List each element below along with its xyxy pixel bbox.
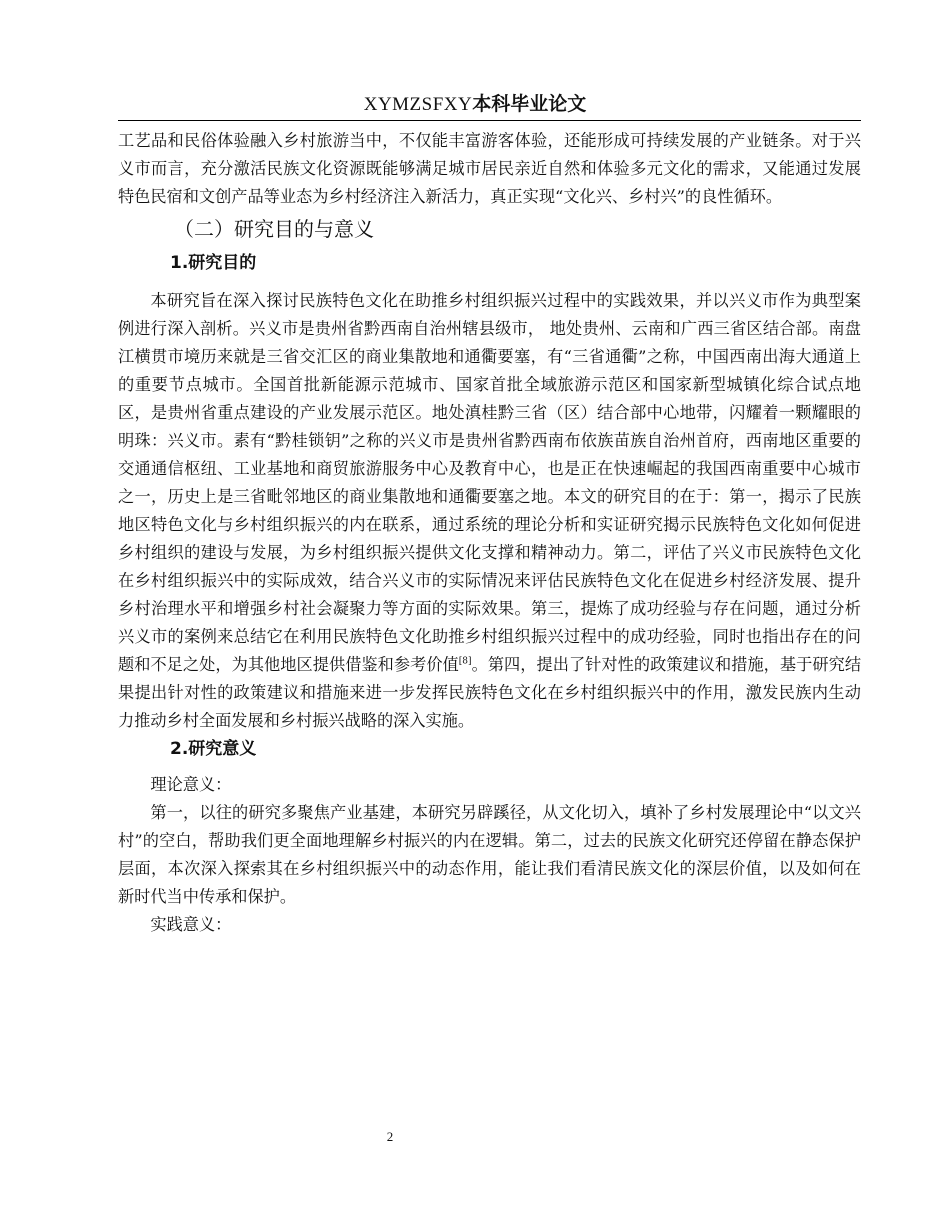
header-title: 本科毕业论文: [472, 93, 587, 115]
header-rule: [118, 120, 861, 121]
page-number: 2: [386, 1129, 394, 1144]
intro-paragraph: 工艺品和民俗体验融入乡村旅游当中，不仅能丰富游客体验，还能形成可持续发展的产业链条。对于兴义市而言，充分激活民族文化资源既能够满足城市居民亲近自然和体验多元文化的需求，又能通过发展特色民宿和文创产品等业态为乡村经济注入新活力，真正实现“文化兴、乡村兴”的良性循环。: [118, 131, 861, 206]
citation-ref: [8]: [458, 656, 472, 667]
research-purpose-paragraph: [118, 287, 861, 735]
sub2-heading: 2.研究意义: [170, 739, 257, 759]
practice-label: 实践意义：: [150, 915, 232, 934]
sub1-heading: 1.研究目的: [170, 253, 257, 273]
theory-label: 理论意义：: [150, 775, 232, 794]
header-code: XYMZSFXY: [363, 94, 473, 115]
research-purpose-tail: 。第四，提出了针对性的政策建议和措施，基于研究结果提出针对性的政策建议和措施来进一步发挥民族特色文化在乡村组织振兴中的作用，激发民族内生动力推动乡村全面发展和乡村振兴战略的深入实施。: [118, 655, 862, 730]
research-purpose-main: 本研究旨在深入探讨民族特色文化在助推乡村组织振兴过程中的实践效果，并以兴义市作为典型案例进行深入剖析。兴义市是贵州省黔西南自治州辖县级市， 地处贵州、云南和广西三省区结合部。南盘江横贯市境历来就是三省交汇区的商业集散地和通衢要塞，有“三省通衢”之称，中国西南出海大通道上的重要节点城市。全国首批新能源示范城市、国家首批全域旅游示范区和国家新型城镇化综合试点地区，是贵州省重点建设的产业发展示范区。地处滇桂黔三省（区）结合部中心地带，闪耀着一颗耀眼的明珠：兴义市。素有“黔桂锁钥”之称的兴义市是贵州省黔西南布依族苗族自治州首府，西南地区重要的交通通信枢纽、工业基地和商贸旅游服务中心及教育中心，也是正在快速崛起的我国西南重要中心城市之一，历史上是三省毗邻地区的商业集散地和通衢要塞之地。本文的研究目的在于：第一，揭示了民族地区特色文化与乡村组织振兴的内在联系，通过系统的理论分析和实证研究揭示民族特色文化如何促进乡村组织的建设与发展，为乡村组织振兴提供文化支撑和精神动力。第二，评估了兴义市民族特色文化在乡村组织振兴中的实际成效，结合兴义市的实际情况来评估民族特色文化在促进乡村经济发展、提升乡村治理水平和增强乡村社会凝聚力等方面的实际效果。第三，提炼了成功经验与存在问题，通过分析兴义市的案例来总结它在利用民族特色文化助推乡村组织振兴过程中的成功经验，同时也指出存在的问题和不足之处，为其他地区提供借鉴和参考价值: [118, 291, 861, 674]
page-body: [118, 127, 861, 939]
section-heading: （二）研究目的与意义: [174, 217, 374, 241]
theory-paragraph: 第一，以往的研究多聚焦产业基建，本研究另辟蹊径，从文化切入，填补了乡村发展理论中“以文兴村”的空白，帮助我们更全面地理解乡村振兴的内在逻辑。第二，过去的民族文化研究还停留在静态保护层面，本次深入探索其在乡村组织振兴中的动态作用，能让我们看清民族文化的深层价值，以及如何在新时代当中传承和保护。: [118, 803, 861, 906]
running-header: [0, 92, 950, 117]
